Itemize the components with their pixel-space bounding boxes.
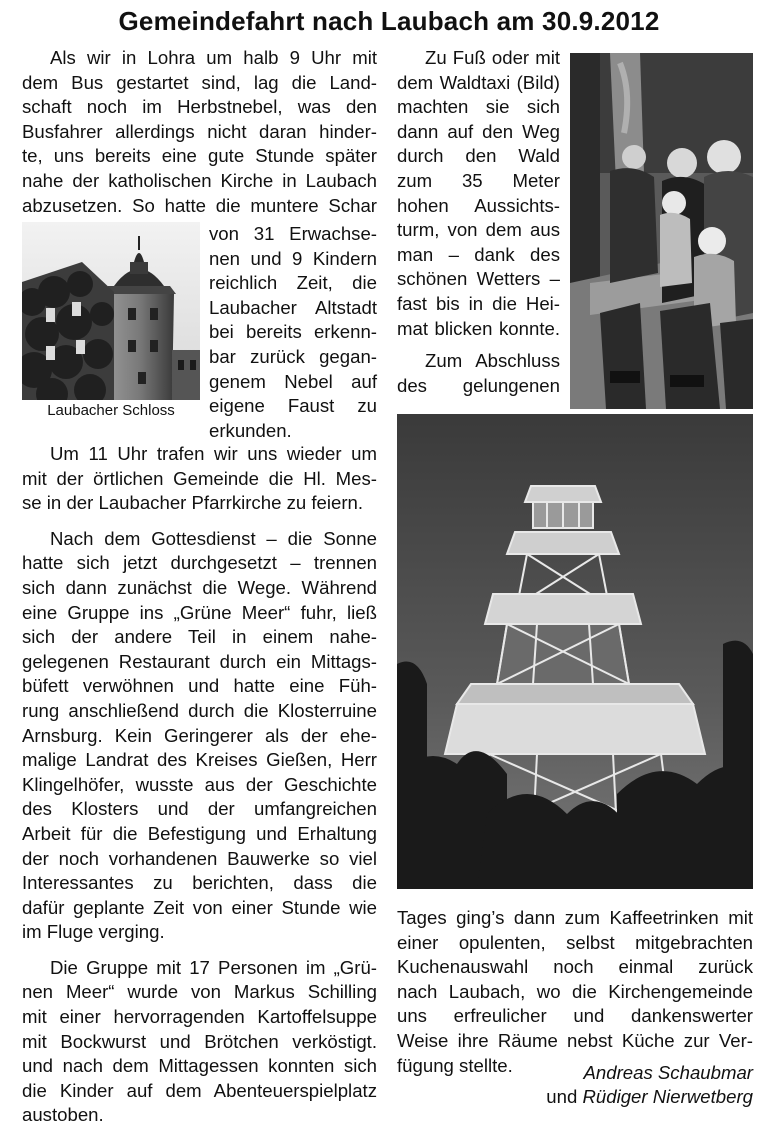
text-line: sich dann zunächst die Wege. Während (22, 576, 377, 598)
text-line: malige Landrat des Kreises Gießen, Herr (22, 749, 377, 771)
text-line: dem Bus gestartet sind, lag die Land- (22, 71, 377, 93)
text-line: Die Gruppe mit 17 Personen im „Grü- (50, 956, 377, 978)
waldtaxi-photo (570, 53, 753, 409)
text-line: mit Bockwurst und Brötchen verköstigt. (22, 1030, 377, 1052)
text-line: dem Waldtaxi (Bild) (397, 71, 560, 93)
text-line: schaft noch im Herbstnebel, was den (22, 96, 377, 118)
signature-and: und (546, 1086, 578, 1107)
text-line: turm, von dem aus (397, 219, 560, 241)
aussichtsturm-image (397, 414, 753, 889)
text-line: nach Laubach, wo die Kirchengemeinde (397, 980, 753, 1002)
text-line: man – dank des (397, 243, 560, 265)
text-line: Um 11 Uhr trafen wir uns wieder um (50, 443, 377, 464)
castle-image (22, 222, 200, 400)
text-line: nen und 9 Kindern (209, 247, 377, 269)
text-line: reichlich Zeit, die (209, 272, 377, 294)
text-line: bar zurück gegan- (209, 345, 377, 367)
text-line: dann auf den Weg (397, 120, 560, 142)
text-line: mat blicken konnte. (397, 317, 560, 339)
text-line: Zum Abschluss (425, 350, 560, 372)
text-line: hatte sich jetzt durchgesetzt – trennen (22, 552, 377, 574)
text-line: mit der örtlichen Gemeinde die Hl. Mes- (22, 467, 377, 489)
text-line: hohen Aussichts- (397, 194, 560, 216)
castle-caption: Laubacher Schloss (47, 402, 175, 419)
text-line: sich der andere Teil in einem nahe- (22, 626, 377, 648)
left-body (22, 442, 377, 1128)
text-line: Kuchenauswahl noch einmal zurück (397, 956, 753, 978)
text-line: rung anschließend durch die Klosterruine (22, 699, 377, 721)
text-line: der noch vorhandenen Bauwerke so viel (22, 847, 377, 869)
text-line: Tages ging’s dann zum Kaffeetrinken mit (397, 907, 753, 928)
text-line: Interessantes zu berichten, dass die (22, 872, 377, 894)
text-line: und nach dem Mittagessen konnten sich (22, 1055, 377, 1077)
text-line: zum 35 Meter (397, 169, 560, 191)
author-name-2: Rüdiger Nierwetberg (582, 1086, 753, 1107)
text-line: eine Gruppe ins „Grüne Meer“ fuhr, ließ (22, 601, 377, 623)
tower-photo (397, 414, 753, 889)
text-line: bei bereits erkenn- (209, 321, 377, 343)
text-line: nen Meer“ wurde von Markus Schilling (22, 981, 377, 1003)
text-line: Arbeit für die Befestigung und Erhaltung (22, 822, 377, 844)
text-line: im Fluge verging. (22, 921, 165, 943)
text-line: Zu Fuß oder mit (425, 47, 560, 68)
text-line: büfett verwöhnen und hatte eine Füh- (22, 675, 377, 697)
text-line: se in der Laubacher Pfarrkirche zu feiern. (22, 492, 364, 514)
text-line: Nach dem Gottesdienst – die Sonne (50, 527, 377, 549)
left-wrap-text (209, 222, 377, 443)
text-line: gelegenen Restaurant durch ein Mittags- (22, 650, 377, 672)
text-line: eigene Faust zu (209, 395, 377, 417)
text-line: Busfahrer allerdings nicht daran hinder- (22, 120, 377, 142)
text-line: schönen Wetters – (397, 268, 560, 290)
text-line: von 31 Erwachse- (209, 223, 377, 244)
text-line: nahe der katholischen Kirche in Laubach (22, 169, 377, 191)
text-line: dafür geplante Zeit von einer Stunde wie (22, 896, 377, 918)
text-line: austoben. (22, 1104, 104, 1126)
text-line: die Kinder auf dem Abenteuerspielplatz (22, 1079, 377, 1101)
text-line: Laubacher Altstadt (209, 296, 377, 318)
text-line: Klingelhöfer, wusste aus der Geschichte (22, 773, 377, 795)
text-line: machten sie sich (397, 96, 560, 118)
text-line: erkunden. (209, 419, 292, 441)
text-line: Weise ihre Räume nebst Küche zur Ver- (397, 1029, 753, 1051)
text-line: des gelungenen (397, 374, 560, 396)
text-line: fast bis in die Hei- (397, 292, 560, 314)
castle-photo (22, 222, 200, 400)
text-line: Als wir in Lohra um halb 9 Uhr mit (50, 47, 377, 68)
author-signature (397, 1061, 753, 1109)
text-line: fügung stellte. (397, 1054, 513, 1076)
article-title: Gemeindefahrt nach Laubach am 30.9.2012 (118, 6, 660, 36)
text-line: einer opulenten, selbst mitgebrachten (397, 931, 753, 953)
text-line: abzusetzen. So hatte die muntere Schar (22, 194, 377, 216)
author-name-1: Andreas Schaubmar (583, 1062, 753, 1083)
right-bottom-text (397, 906, 753, 1078)
text-line: Arnsburg. Kein Geringerer als der ehe- (22, 724, 377, 746)
text-line: genem Nebel auf (209, 370, 377, 392)
text-line: durch den Wald (397, 145, 560, 167)
waldtaxi-image (570, 53, 753, 409)
left-intro (22, 46, 377, 218)
text-line: des Klosters und der umfangreichen (22, 798, 377, 820)
right-top-text (397, 46, 560, 398)
text-line: uns erfreulicher und dankenswerter (397, 1005, 753, 1027)
text-line: te, uns bereits eine gute Stunde später (22, 145, 377, 167)
text-line: mit einer hervorragenden Kartoffelsuppe (22, 1006, 377, 1028)
